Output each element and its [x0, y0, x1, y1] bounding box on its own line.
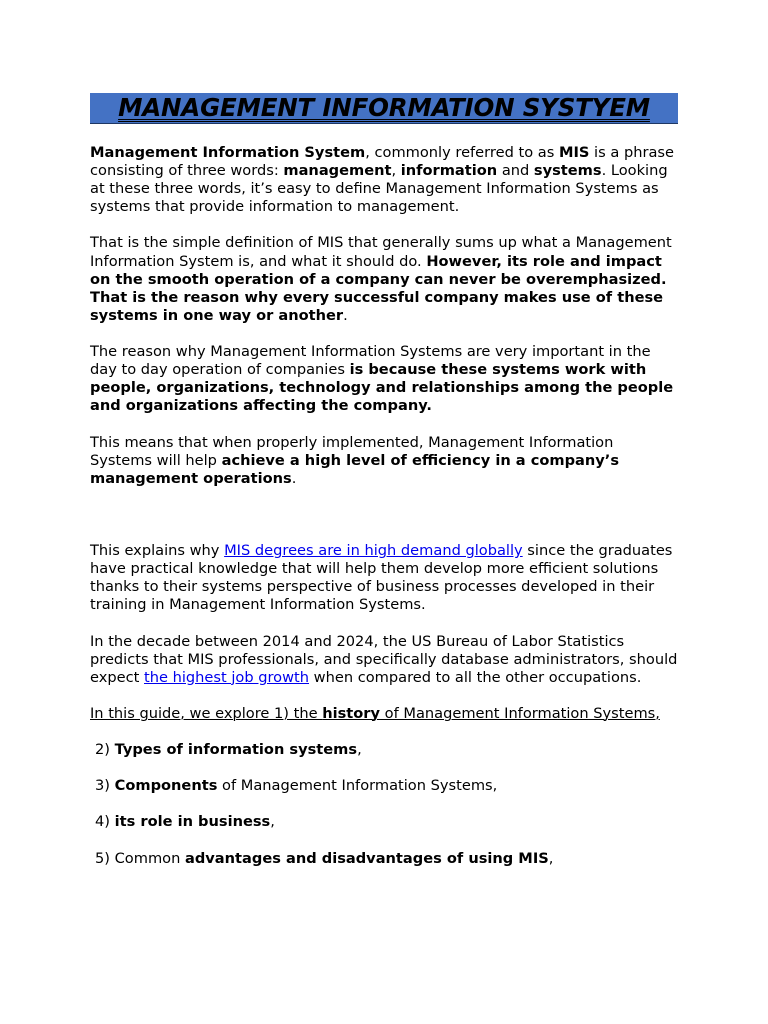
word-systems: systems	[533, 162, 602, 180]
importance-emphasis: is because these systems work with people, organizations, technology and relationships among the people and organizations affecting the company.	[90, 361, 674, 415]
list-item: 2) Types of information systems,	[95, 741, 362, 759]
intro-paragraph: Management Information System, commonly referred to as MIS is a phrase consisting of three words: management, information and systems. Looking at these three words, it’s easy to define Management Information Systems as systems that provide information to management.	[90, 144, 674, 216]
title-banner	[90, 93, 678, 124]
job-growth-link[interactable]: the highest job growth	[144, 668, 310, 686]
mis-term: Management Information System	[90, 144, 366, 161]
list-item: 3) Components of Management Information Systems,	[95, 777, 498, 795]
mis-degrees-link[interactable]: MIS degrees are in high demand globally	[224, 542, 523, 560]
degrees-paragraph: This explains why MIS degrees are in high demand globally since the graduates have practical knowledge that will help them develop more efficient solutions thanks to their systems perspective of business processes developed in their training in Management Information Systems.	[90, 542, 673, 614]
document-page	[90, 93, 678, 868]
document-title: MANAGEMENT INFORMATION SYSTYEM	[118, 93, 650, 122]
efficiency-emphasis: achieve a high level of efficiency in a company’s management operations	[90, 451, 620, 487]
word-management: management	[283, 162, 392, 180]
guide-intro: In this guide, we explore 1) the history of Management Information Systems,	[90, 704, 660, 722]
job-growth-paragraph: In the decade between 2014 and 2024, the US Bureau of Labor Statistics predicts that MIS professionals, and specifically database administrators, should expect the highest job growth when compared to all the other occupations.	[90, 632, 678, 686]
history-term: history	[322, 704, 381, 722]
list-item: 4) its role in business,	[95, 813, 275, 831]
mis-abbreviation: MIS	[558, 144, 590, 161]
role-impact-emphasis: However, its role and impact on the smooth operation of a company can never be overemphasized. That is the reason why every successful company makes use of these systems in one way or another	[90, 252, 667, 324]
importance-paragraph: The reason why Management Information Systems are very important in the day to day operation of companies is because these systems work with people, organizations, technology and relationships among the people and organizations affecting the company.	[90, 343, 674, 415]
list-item: 5) Common advantages and disadvantages of using MIS,	[95, 849, 554, 867]
word-information: information	[400, 162, 498, 180]
definition-paragraph: That is the simple definition of MIS that generally sums up what a Management Information System is, and what it should do. However, its role and impact on the smooth operation of a company can never be overemphasized. That is the reason why every successful company makes use of these systems in one way or another.	[90, 234, 672, 324]
efficiency-paragraph: This means that when properly implemented, Management Information Systems will help achieve a high level of efficiency in a company’s management operations.	[90, 433, 620, 487]
